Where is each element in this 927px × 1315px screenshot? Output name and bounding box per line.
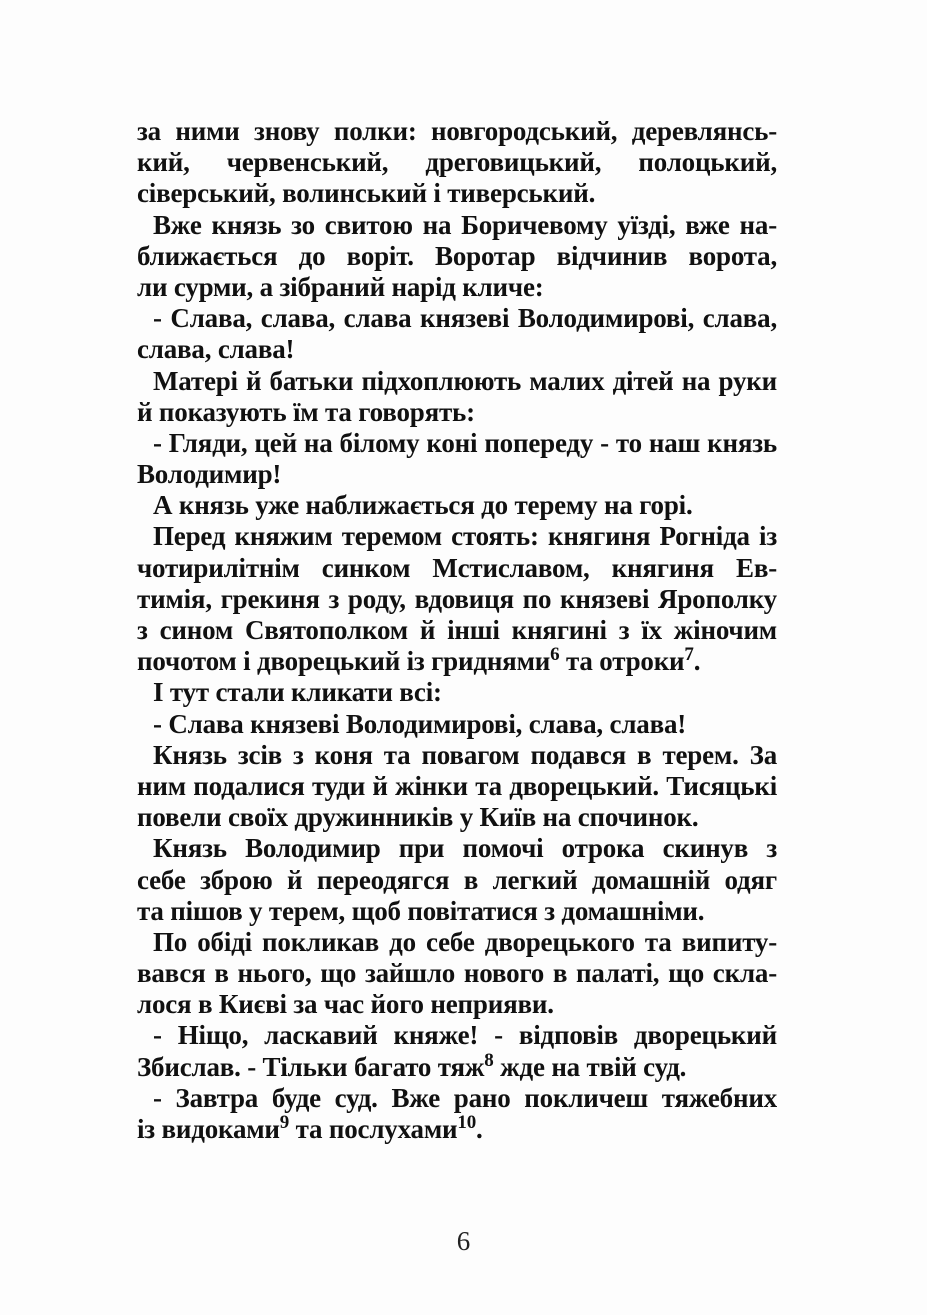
text-line: себе зброю й переодягся в легкий домашній одяг <box>137 864 777 895</box>
text-line: І тут стали кликати всі: <box>153 677 442 708</box>
text-line: - Слава князеві Володимирові, слава, слава! <box>153 708 687 739</box>
text-line: - Гляди, цей на білому коні попереду - то наш князь <box>153 427 777 458</box>
footnote-marker[interactable]: 9 <box>279 1112 290 1133</box>
text-line: вався в нього, що зайшло нового в палаті, що склa- <box>137 958 777 989</box>
text-line: А князь уже наближається до терему на горі. <box>153 490 693 521</box>
text-line: Володимир! <box>137 459 282 490</box>
text-line: Збислав. - Тільки багато тяж$^8$ жде на твій суд. <box>137 1049 687 1082</box>
footnote-marker[interactable]: 7 <box>684 644 694 666</box>
text-line: Матері й батьки підхоплюють малих дітей на руки <box>153 365 777 396</box>
text-line: ним подалися туди й жінки та дворецький. Тисяцькі <box>137 770 777 801</box>
text-line: чотирилітнім синком Мстиславом, княгиня Ев- <box>137 552 777 583</box>
text-line: із видоками$^9$ та послухами$^{10}$. <box>137 1112 483 1144</box>
footnote-marker[interactable]: 10 <box>457 1112 476 1133</box>
text-line: за ними знову полки: новгородський, деревлянсь- <box>137 116 777 146</box>
text-line: почотом і дворецький із гриднями$^6$ та отроки$^7$. <box>137 644 701 677</box>
footnote-marker[interactable]: 8 <box>484 1049 494 1071</box>
text-line: слава, слава! <box>137 334 295 365</box>
text-line: кий, червенський, дреговицький, полоцький, <box>137 147 777 178</box>
text-line: Вже князь зо свитою на Боричевому уїзді, вже на- <box>153 209 777 240</box>
text-line: - Слава, слава, слава князеві Володимирові, слава, <box>153 303 777 334</box>
footnote-marker[interactable]: 6 <box>550 644 560 666</box>
text-line: лося в Києві за час його неприяви. <box>137 989 554 1020</box>
text-line: й показують їм та говорять: <box>137 396 475 427</box>
text-line: тимія, грекиня з роду, вдовиця по князеві Ярополку <box>137 583 777 614</box>
text-line: та пішов у терем, щоб повітатися з домашніми. <box>137 895 705 926</box>
text-line: - Завтра буде суд. Вже рано покличеш тяжебних <box>153 1082 777 1113</box>
text-line: повели своїх дружинників у Київ на спочинок. <box>137 802 699 833</box>
text-line: сіверський, волинський і тиверський. <box>137 178 596 209</box>
text-line: Князь Володимир при помочі отрока скинув з <box>153 833 777 864</box>
text-line: ли сурми, а зібраний нарід кличе: <box>137 271 544 302</box>
page-number: 6 <box>456 1226 471 1256</box>
text-line: Перед княжим теремом стоять: княгиня Рогніда із <box>153 521 777 552</box>
text-line: По обіді покликав до себе дворецького та випиту- <box>153 926 777 957</box>
text-line: - Ніщо, ласкавий княже! - відповів дворецький <box>153 1020 777 1051</box>
text-line: ближається до воріт. Воротар відчинив ворота, <box>137 240 777 271</box>
text-line: з сином Святополком й інші княгині з їх жіночим <box>137 615 777 645</box>
page-text <box>137 116 777 1145</box>
text-line: Князь зсів з коня та повагом подався в терем. За <box>153 739 777 770</box>
